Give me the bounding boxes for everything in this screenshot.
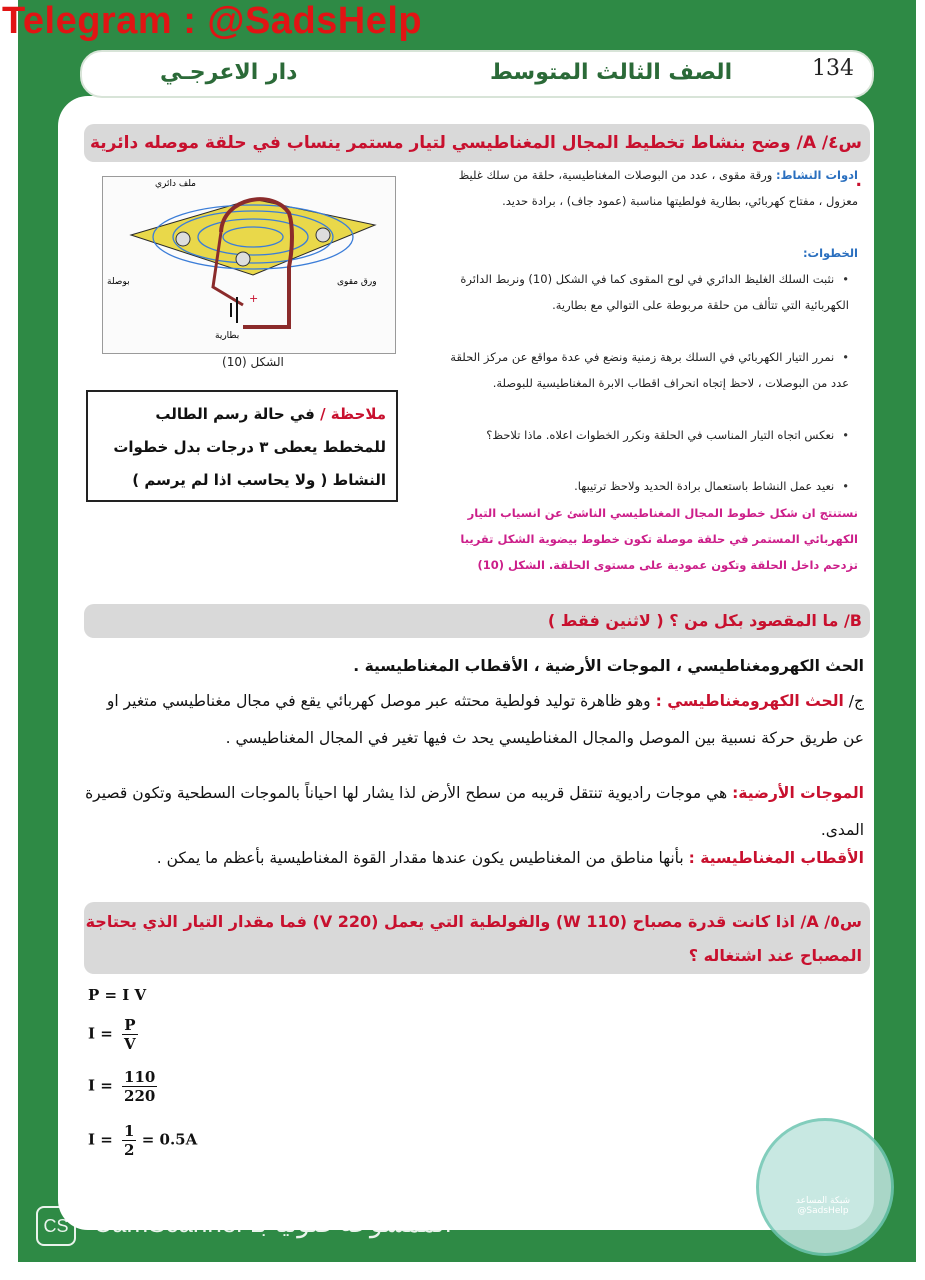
conclusion: نستنتج ان شكل خطوط المجال المغناطيسي الناشئ عن انسياب التيار الكهربائي المستمر في حلقة موصلة تكون خطوط بيضوية الشكل تقريبا تزدحم داخل الحلقة وتكون عمودية على مستوى الحلقة. الشكل (10) (460, 506, 858, 572)
steps-label: الخطوات: (802, 246, 858, 260)
figure-10-diagram (102, 176, 396, 354)
numerator: P (122, 1016, 138, 1035)
activity-tools (444, 162, 858, 214)
publisher-name: دار الاعرجـي (160, 60, 298, 85)
label-card: ورق مقوى (337, 277, 377, 287)
formula-power: P = I V (88, 986, 147, 1004)
def-magnetic-poles: بأنها مناطق من المغناطيس يكون عندها مقدار القوة المغناطيسية بأعظم ما يمكن . (156, 849, 684, 867)
fraction (122, 1016, 138, 1053)
term-induction: الحث الكهرومغناطيسي : (655, 692, 844, 710)
denominator: 2 (124, 1141, 135, 1159)
formula-substitution (88, 1068, 157, 1105)
fraction (122, 1122, 136, 1159)
compass-1 (176, 232, 190, 246)
compass-3 (236, 252, 250, 266)
step-3: • نعكس اتجاه التيار المناسب في الحلقة ونكرر الخطوات اعلاه. ماذا تلاحظ؟ (444, 422, 849, 448)
logo-line-1: شبكة المساعد (795, 1196, 851, 1206)
label-battery: بطارية (215, 331, 240, 341)
telegram-watermark: Telegram : @SadsHelp (2, 0, 423, 42)
formula-lhs: I = (88, 1024, 113, 1043)
sadshelp-logo (756, 1118, 894, 1256)
definition-2 (84, 775, 864, 849)
note-label: ملاحظة / (320, 405, 386, 423)
def-ground-waves: هي موجات راديوية تنتقل قريبه من سطح الأرض لذا يشار لها احياناً بالموجات السطحية وتكون قصيرة المدى. (85, 784, 864, 839)
question-b-title: B/ ما المقصود بكل من ؟ ( لاثنين فقط ) (84, 604, 870, 638)
step-2: • نمرر التيار الكهربائي في السلك برهة زمنية ونضع في عدة مواقع عن مركز الحلقة عدد من البوصلات ، لاحظ إتجاه انحراف اقطاب الابرة المغناطيسية للبوصلة. (444, 344, 849, 396)
def-induction: وهو ظاهرة توليد فولطية محتثه عبر موصل كهربائي يقع في مجال مغناطيسي متغير او عن طريق حركة نسبية بين الموصل والمجال المغناطيسي يحد ث فيها تغير في المجال المغناطيسي . (106, 692, 864, 747)
step-1: • نثبت السلك الغليظ الدائري في لوح المقوى كما في الشكل (10) ونربط الدائرة الكهربائية التي تتألف من حلقة مربوطة على التوالي مع بطارية. (444, 266, 849, 318)
label-loop: ملف دائري (155, 179, 197, 189)
fraction (122, 1068, 157, 1105)
note-box (86, 390, 398, 502)
magnetic-loop-illustration (103, 177, 395, 353)
tools-text: ورقة مقوى ، عدد من البوصلات المغناطيسية، حلقة من سلك غليظ معزول ، مفتاح كهربائي، بطارية فولطيتها مناسبة (عمود جاف) ، برادة حديد. (458, 168, 858, 208)
question-4-title: س٤/ A/ وضح بنشاط تخطيط المجال المغناطيسي لتيار مستمر ينساب في حلقة موصله دائرية . (84, 124, 870, 162)
camscanner-text: CamScanner الممسوحة ضوئيا بـ (93, 1208, 452, 1238)
formula-lhs: I = (88, 1076, 113, 1095)
label-compass: بوصلة (107, 277, 130, 287)
denominator: 220 (124, 1087, 156, 1105)
formula-current (88, 1016, 138, 1053)
formula-answer: = 0.5A (141, 1130, 198, 1149)
page-number: 134 (812, 56, 854, 81)
sadshelp-logo-text (788, 1196, 858, 1216)
answer-prefix: ج/ (848, 692, 864, 710)
compass-2 (316, 228, 330, 242)
numerator: 110 (124, 1068, 156, 1086)
tools-label: ادوات النشاط: (775, 168, 858, 182)
logo-line-2: @SadsHelp (797, 1206, 849, 1216)
grade-title: الصف الثالث المتوسط (490, 60, 733, 85)
term-ground-waves: الموجات الأرضية: (732, 784, 864, 802)
camscanner-icon: CS (36, 1206, 76, 1246)
question-5-title: س٥/ A/ اذا كانت قدرة مصباح (W 110) والفولطية التي يعمل (V 220) فما مقدار التيار الذي يحتاجة المصباح عند اشتغاله ؟ (84, 902, 870, 974)
figure-caption: الشكل (10) (222, 355, 284, 369)
numerator: 1 (124, 1122, 135, 1140)
definition-1 (84, 683, 864, 757)
formula-lhs: I = (88, 1130, 113, 1149)
term-magnetic-poles: الأقطاب المغناطيسية : (688, 849, 864, 867)
note-text: في حالة رسم الطالب للمخطط يعطى ٣ درجات بدل خطوات النشاط ( ولا يحاسب اذا لم يرسم ) (113, 405, 386, 489)
battery-plus-sign: + (249, 292, 259, 305)
terms-list: الحث الكهرومغناطيسي ، الموجات الأرضية ، الأقطاب المغناطيسية . (353, 657, 864, 675)
formula-result (88, 1122, 197, 1159)
definition-3 (84, 840, 864, 877)
camscanner-watermark (36, 1206, 452, 1246)
denominator: V (124, 1035, 136, 1053)
step-4: • نعيد عمل النشاط باستعمال برادة الحديد ولاحظ ترتيبها. (444, 473, 849, 499)
